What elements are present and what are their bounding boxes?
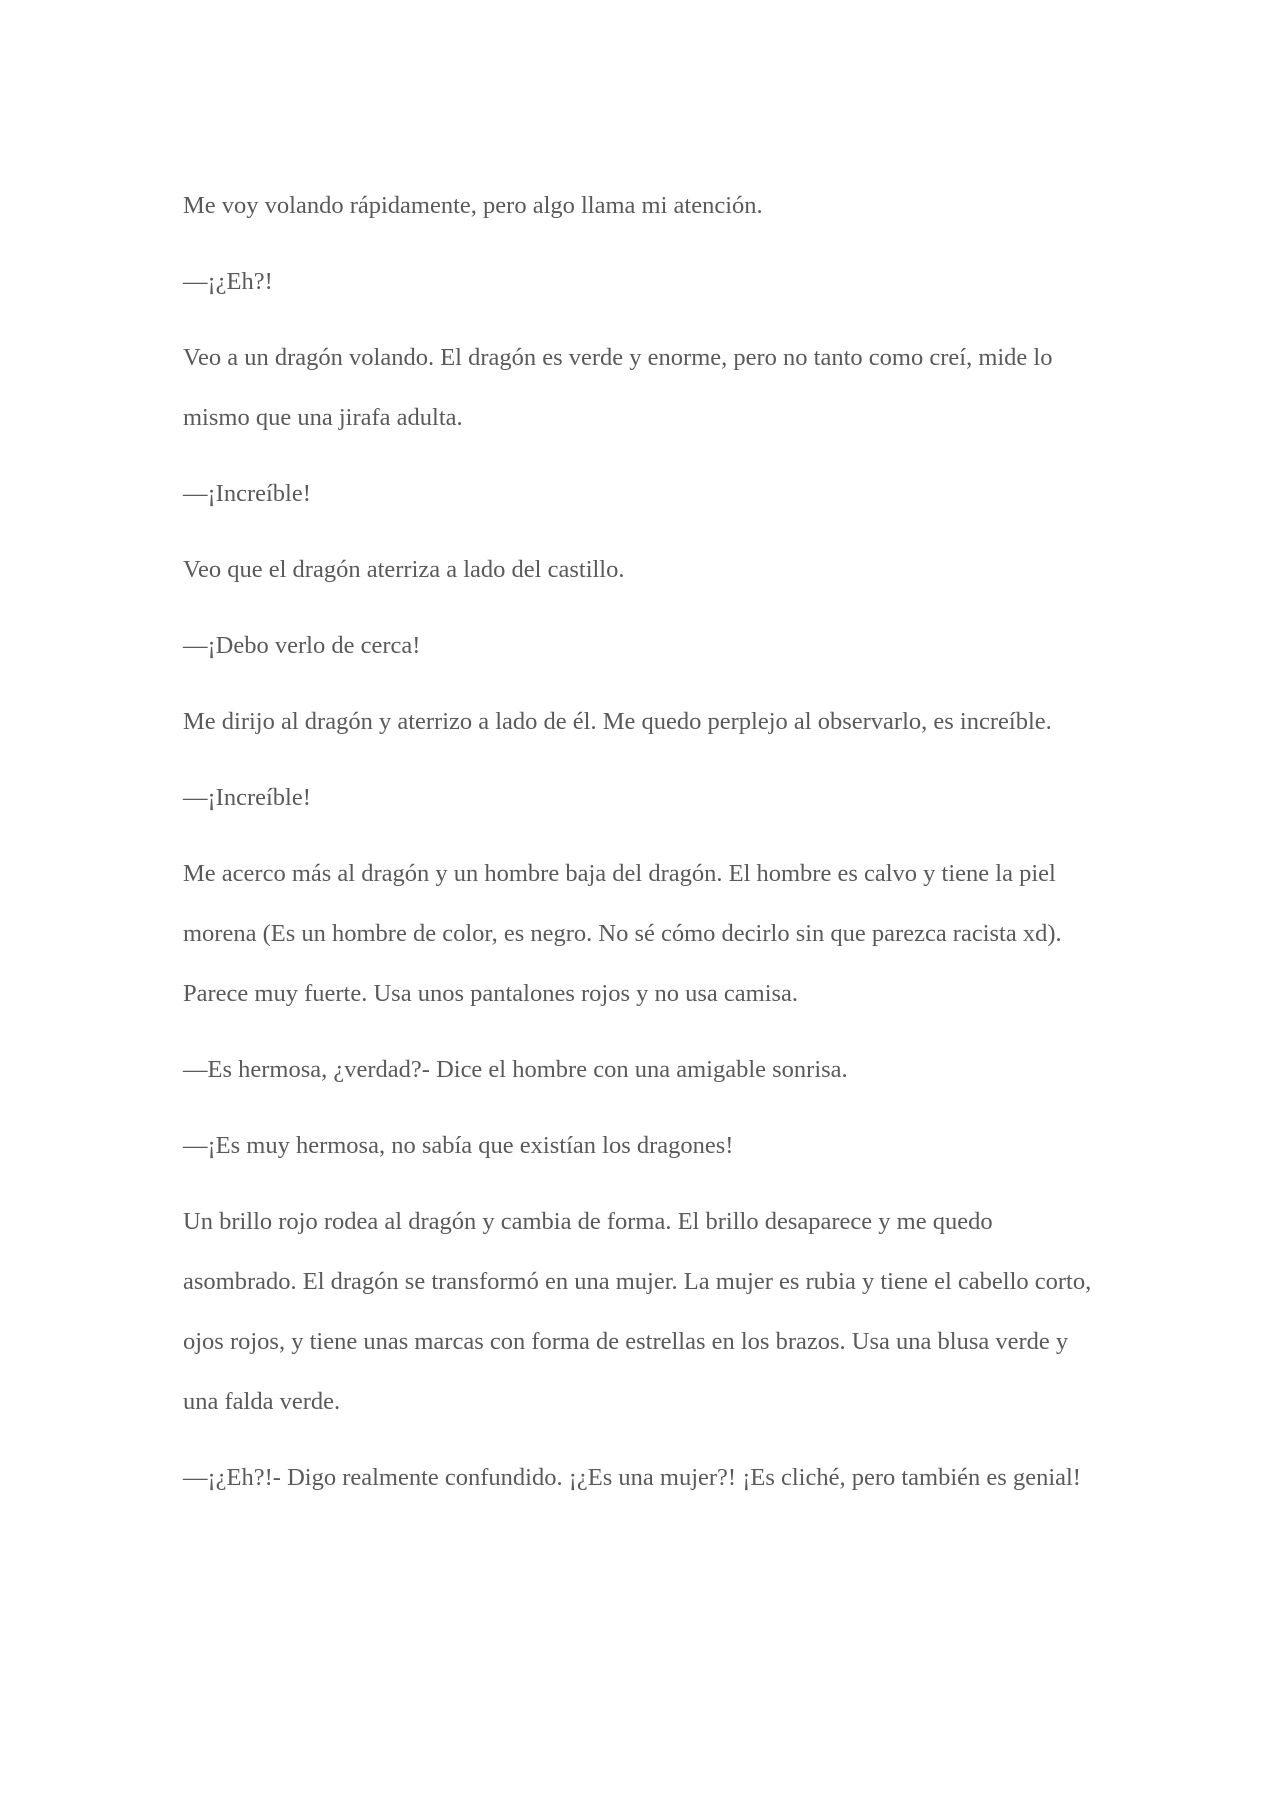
dialogue-line: —Es hermosa, ¿verdad?- Dice el hombre con una amigable sonrisa.	[183, 1056, 848, 1083]
dialogue-line: —¡¿Eh?!	[183, 268, 273, 295]
paragraph: Me acerco más al dragón y un hombre baja del dragón. El hombre es calvo y tiene la piel morena (Es un hombre de color, es negro. No sé cómo decirlo sin que parezca racista xd). Parece muy fuerte. Usa unos pantalones rojos y no usa camisa.	[183, 860, 1062, 1007]
paragraph: Me dirijo al dragón y aterrizo a lado de él. Me quedo perplejo al observarlo, es increíble.	[183, 708, 1052, 735]
paragraph: Me voy volando rápidamente, pero algo llama mi atención.	[183, 192, 763, 219]
paragraph: Veo que el dragón aterriza a lado del castillo.	[183, 556, 625, 583]
paragraph: Veo a un dragón volando. El dragón es verde y enorme, pero no tanto como creí, mide lo mismo que una jirafa adulta.	[183, 344, 1053, 431]
story-text	[183, 176, 1103, 1524]
paragraph: Un brillo rojo rodea al dragón y cambia de forma. El brillo desaparece y me quedo asombrado. El dragón se transformó en una mujer. La mujer es rubia y tiene el cabello corto, ojos rojos, y tiene unas marcas con forma de estrellas en los brazos. Usa una blusa verde y una falda verde.	[183, 1208, 1092, 1415]
dialogue-line: —¡¿Eh?!- Digo realmente confundido. ¡¿Es una mujer?! ¡Es cliché, pero también es genial!	[183, 1464, 1081, 1491]
dialogue-line: —¡Debo verlo de cerca!	[183, 632, 421, 659]
dialogue-line: —¡Increíble!	[183, 480, 311, 507]
dialogue-line: —¡Es muy hermosa, no sabía que existían los dragones!	[183, 1132, 734, 1159]
dialogue-line: —¡Increíble!	[183, 784, 311, 811]
